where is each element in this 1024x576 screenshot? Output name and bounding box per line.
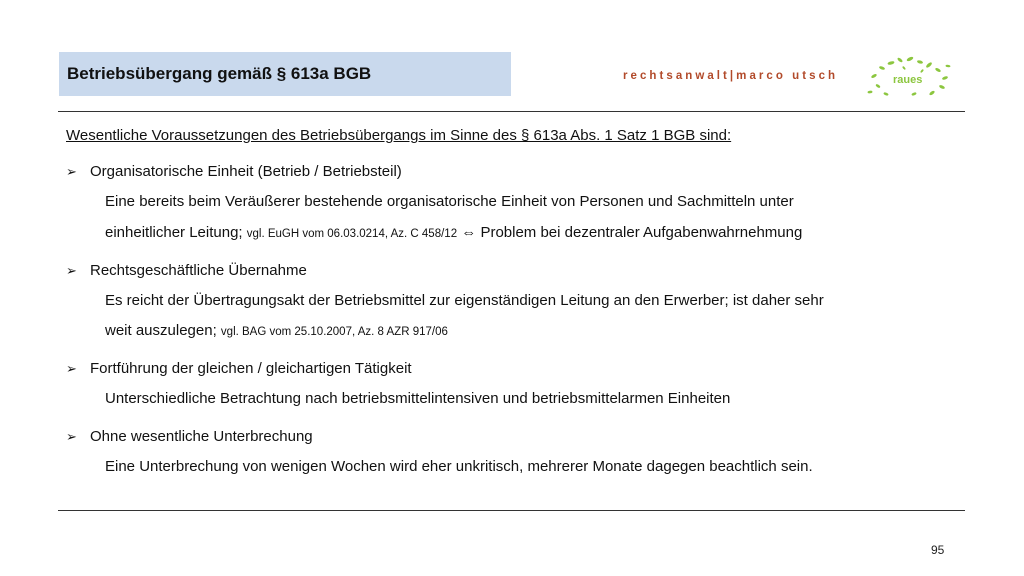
page-title: Betriebsübergang gemäß § 613a BGB — [67, 64, 372, 83]
arrow-bullet-icon: ➢ — [66, 361, 77, 376]
bullet-heading: Ohne wesentliche Unterbrechung — [90, 428, 313, 445]
double-arrow-icon: ⇔ — [461, 224, 477, 241]
bullet-item — [66, 163, 402, 180]
bullet-item — [66, 428, 313, 445]
bullet-heading: Organisatorische Einheit (Betrieb / Betriebsteil) — [90, 163, 402, 180]
bullet-heading: Rechtsgeschäftliche Übernahme — [90, 262, 307, 279]
arrow-bullet-icon: ➢ — [66, 263, 77, 278]
legal-reference: vgl. BAG vom 25.10.2007, Az. 8 AZR 917/06 — [220, 326, 448, 338]
bullet-detail: Unterschiedliche Betrachtung nach betriebsmittelintensiven und betriebsmittelarmen Einheiten — [105, 390, 731, 407]
bullet-detail: Eine Unterbrechung von wenigen Wochen wird eher unkritisch, mehrerer Monate dagegen beachtlich sein. — [105, 458, 813, 475]
intro-text: Wesentliche Voraussetzungen des Betriebsübergangs im Sinne des § 613a Abs. 1 Satz 1 BGB sind: — [66, 127, 732, 144]
bullet-heading: Fortführung der gleichen / gleichartigen Tätigkeit — [90, 360, 412, 377]
legal-reference: vgl. EuGH vom 06.03.0214, Az. C 458/12 — [246, 228, 458, 240]
brand-name: rechtsanwalt|marco utsch — [623, 70, 839, 82]
detail-text: einheitlicher Leitung; — [105, 224, 243, 241]
page-number: 95 — [931, 543, 945, 557]
bullet-detail — [105, 224, 802, 241]
detail-text: weit auszulegen; — [105, 322, 217, 339]
bullet-item — [66, 262, 307, 279]
bullet-detail — [105, 322, 448, 339]
bullet-detail: Eine bereits beim Veräußerer bestehende organisatorische Einheit von Personen und Sachmitteln unter — [105, 193, 794, 210]
logo-text: raues — [893, 74, 923, 86]
bottom-divider — [58, 510, 965, 511]
bullet-detail: Es reicht der Übertragungsakt der Betriebsmittel zur eigenständigen Leitung an den Erwerber; ist daher sehr — [105, 292, 824, 309]
bullet-item — [66, 360, 412, 377]
arrow-bullet-icon: ➢ — [66, 164, 77, 179]
arrow-bullet-icon: ➢ — [66, 429, 77, 444]
detail-text: Problem bei dezentraler Aufgabenwahrnehmung — [480, 224, 803, 241]
